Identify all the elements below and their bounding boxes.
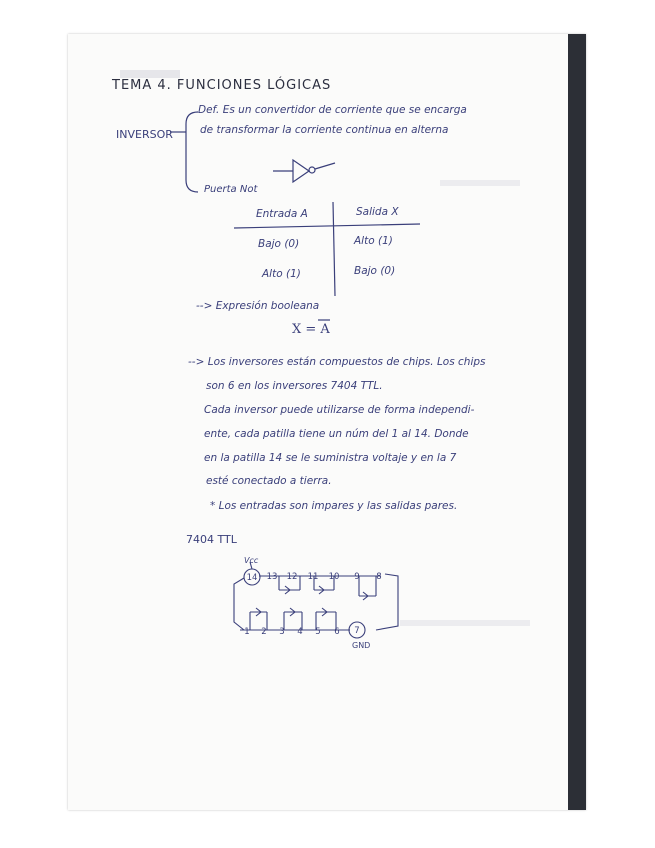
gate-label: Puerta Not [204, 184, 258, 195]
note-line-7: * Los entradas son impares y las salidas pares. [210, 500, 458, 512]
pin-number: 12 [286, 572, 298, 582]
expression-heading: --> Expresión booleana [196, 300, 320, 312]
pin-number: 1 [244, 627, 250, 637]
table-cell: Bajo (0) [354, 265, 396, 277]
pin-number: 9 [354, 572, 360, 582]
pin-number: 8 [376, 572, 382, 582]
vcc-label: Vcc [244, 556, 259, 565]
page-title: TEMA 4. FUNCIONES LÓGICAS [112, 78, 332, 93]
note-line-4: ente, cada patilla tiene un núm del 1 al 14. Donde [204, 428, 469, 440]
chip-left-edge [234, 578, 244, 630]
table-header-input: Entrada A [256, 208, 308, 220]
vcc-lead [250, 562, 252, 569]
note-line-6: esté conectado a tierra. [206, 475, 332, 487]
table-cell: Alto (1) [262, 268, 301, 280]
pin-number: 3 [279, 627, 285, 637]
definition-line-1: Def. Es un convertidor de corriente que se encarga [198, 104, 467, 116]
chip-right-edge [376, 574, 398, 630]
definition-line-2: de transformar la corriente continua en alterna [200, 124, 449, 136]
inversor-label: INVERSOR [116, 128, 173, 141]
pin-number: 14 [246, 573, 258, 583]
formula-lhs: X = [292, 322, 321, 337]
pin-number: 10 [328, 572, 340, 582]
pin-number: 13 [266, 572, 278, 582]
note-line-1: --> Los inversores están compuestos de chips. Los chips [188, 356, 486, 368]
pin-number: 7 [354, 626, 360, 636]
note-line-5: en la patilla 14 se le suministra voltaje y en la 7 [204, 452, 457, 464]
note-line-3: Cada inversor puede utilizarse de forma independi- [204, 404, 475, 416]
pin-number: 5 [315, 627, 321, 637]
gnd-label: GND [352, 641, 371, 650]
gate-top [359, 576, 376, 600]
table-header-output: Salida X [356, 206, 399, 218]
note-line-2: son 6 en los inversores 7404 TTL. [206, 380, 383, 392]
pin-number: 11 [307, 572, 319, 582]
pin-number: 4 [297, 627, 303, 637]
table-cell: Alto (1) [354, 235, 393, 247]
pin-number: 2 [261, 627, 267, 637]
table-cell: Bajo (0) [258, 238, 300, 250]
chip-title: 7404 TTL [186, 533, 237, 546]
formula-variable: A [320, 322, 330, 337]
pin-number: 6 [334, 627, 340, 637]
